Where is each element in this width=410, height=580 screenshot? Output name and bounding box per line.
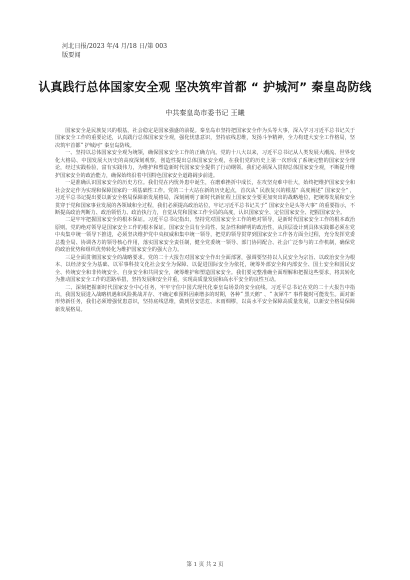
paragraph: 国家安全是民族复兴的根基，社会稳定是国家强盛的前提。秦皇岛市坚持把国家安全作为头等大事，深入学习习近平总书记关于国家安全工作的重要论述，认真践行总体国家安全观，强化忧患意识，坚持底线思维，发扬斗争精神，全力构建大安全工作格局，坚决筑牢首都“ 护城河” 秦皇岛防线。: [55, 128, 355, 149]
source-meta: [62, 42, 167, 60]
article-title: 认真践行总体国家安全观 坚决筑牢首都 “ 护城河” 秦皇岛防线: [38, 80, 372, 94]
page-footer: 第 1 页 共 2 页: [186, 562, 224, 568]
section-line: 版要闻: [62, 52, 81, 59]
article-byline: 中共秦皇岛市委书记 王曦: [165, 109, 245, 117]
paragraph: 一、坚持以总体国家安全观为统领，确保国家安全工作的正确方向。党的十八大以来，习近平总书记从人类发展大潮流、世界变化大格局、中国发展大历史的高度深刻观察，创造性提出总体国家安全观，在我们党的历史上第一次形成了系统完整的国家安全理论，经过实践检验，富有实践伟力，为维护和塑造新时代国家安全提供了行动纲领。我们必须深入贯彻总体国家安全观，不断提升维护国家安全的政治能力，确保始终沿着中国特色国家安全道路阔步前进。: [55, 150, 355, 179]
paragraph: 一是准确认识国家安全的历史方位。我们党在内忧外患中诞生，在磨难挫折中成长，在攻坚克难中壮大，始终把维护国家安全和社会安定作为实现和保障国家的一项基础性工作。党的二十大站在新的历史起点，首次从“ 民族复兴的根基” 高度阐述“ 国家安全” ，习近平总书记提出要以新安全格局保障新发展格局，深刻阐明了新时代新征程上国家安全要更加突出的战略地位，把统筹发展和安全贯穿于党和国家事业发展的各领域和全过程，我们必须提高政治站位，牢记习近平总书记关于“ 国家安全是头等大事” 的重要指示，不断提高政治判断力、政治领悟力、政治执行力，自觉从党和国家工作全局的高度，认识国家安全、定位国家安全、把握国家安全。: [55, 180, 355, 216]
paragraph: 二是牢牢把握国家安全的根本保证。习近平总书记指出，坚持党对国家安全工作的绝对领导，是新时代国家安全工作的根本政治原则。党的绝对领导是国家安全工作的根本保证。国家安全具有全局性、复杂性和鲜明的政治性，从顶层设计到具体实践都必须在党中央集中统一领导下推进，必须坚决维护党中央权威和集中统一领导，把党的领导贯穿到国家安全工作各方面全过程，充分发挥党委总揽全局、协调各方的领导核心作用，落实国家安全责任制，健全党委统一领导、部门协同配合、社会广泛参与的工作机制，确保党的政治优势和组织优势转化为维护国家安全的强大合力。: [55, 217, 355, 254]
article-body: [55, 128, 355, 314]
source-line: 河北日报/2023 年/4 月/18 日/第 003: [62, 43, 168, 50]
paragraph: 三是全面贯彻国家安全的战略要求。党的二十大报告对国家安全作出全面部署，强调要坚持以人民安全为宗旨、以政治安全为根本、以经济安全为基础、以军事科技文化社会安全为保障、以促进国际安全为依托，统筹外部安全和内部安全、国土安全和国民安全、传统安全和非传统安全、自身安全和共同安全，统筹维护和塑造国家安全。我们要完整准确全面理解和把握这些要求，将其转化为推动国家安全工作的思路举措，坚持发展和安全并重，实现高质量发展和高水平安全的良性互动。: [55, 254, 355, 284]
paragraph: 二、深刻把握新时代国家安全中心任务，牢牢守住中国式现代化秦皇岛场景的安全底线。习近平总书记在党的二十大报告中指出，我国发展进入战略机遇和风险挑战并存、不确定难预料因素增多的时期，各种“ 黑天鹅” 、“ 灰犀牛” 事件随时可能发生。面对新形势新任务，我们必须增强忧患意识，坚持底线思维，做到居安思危、未雨绸缪，以高水平安全保障高质量发展，以新安全格局保障新发展格局。: [55, 284, 355, 313]
